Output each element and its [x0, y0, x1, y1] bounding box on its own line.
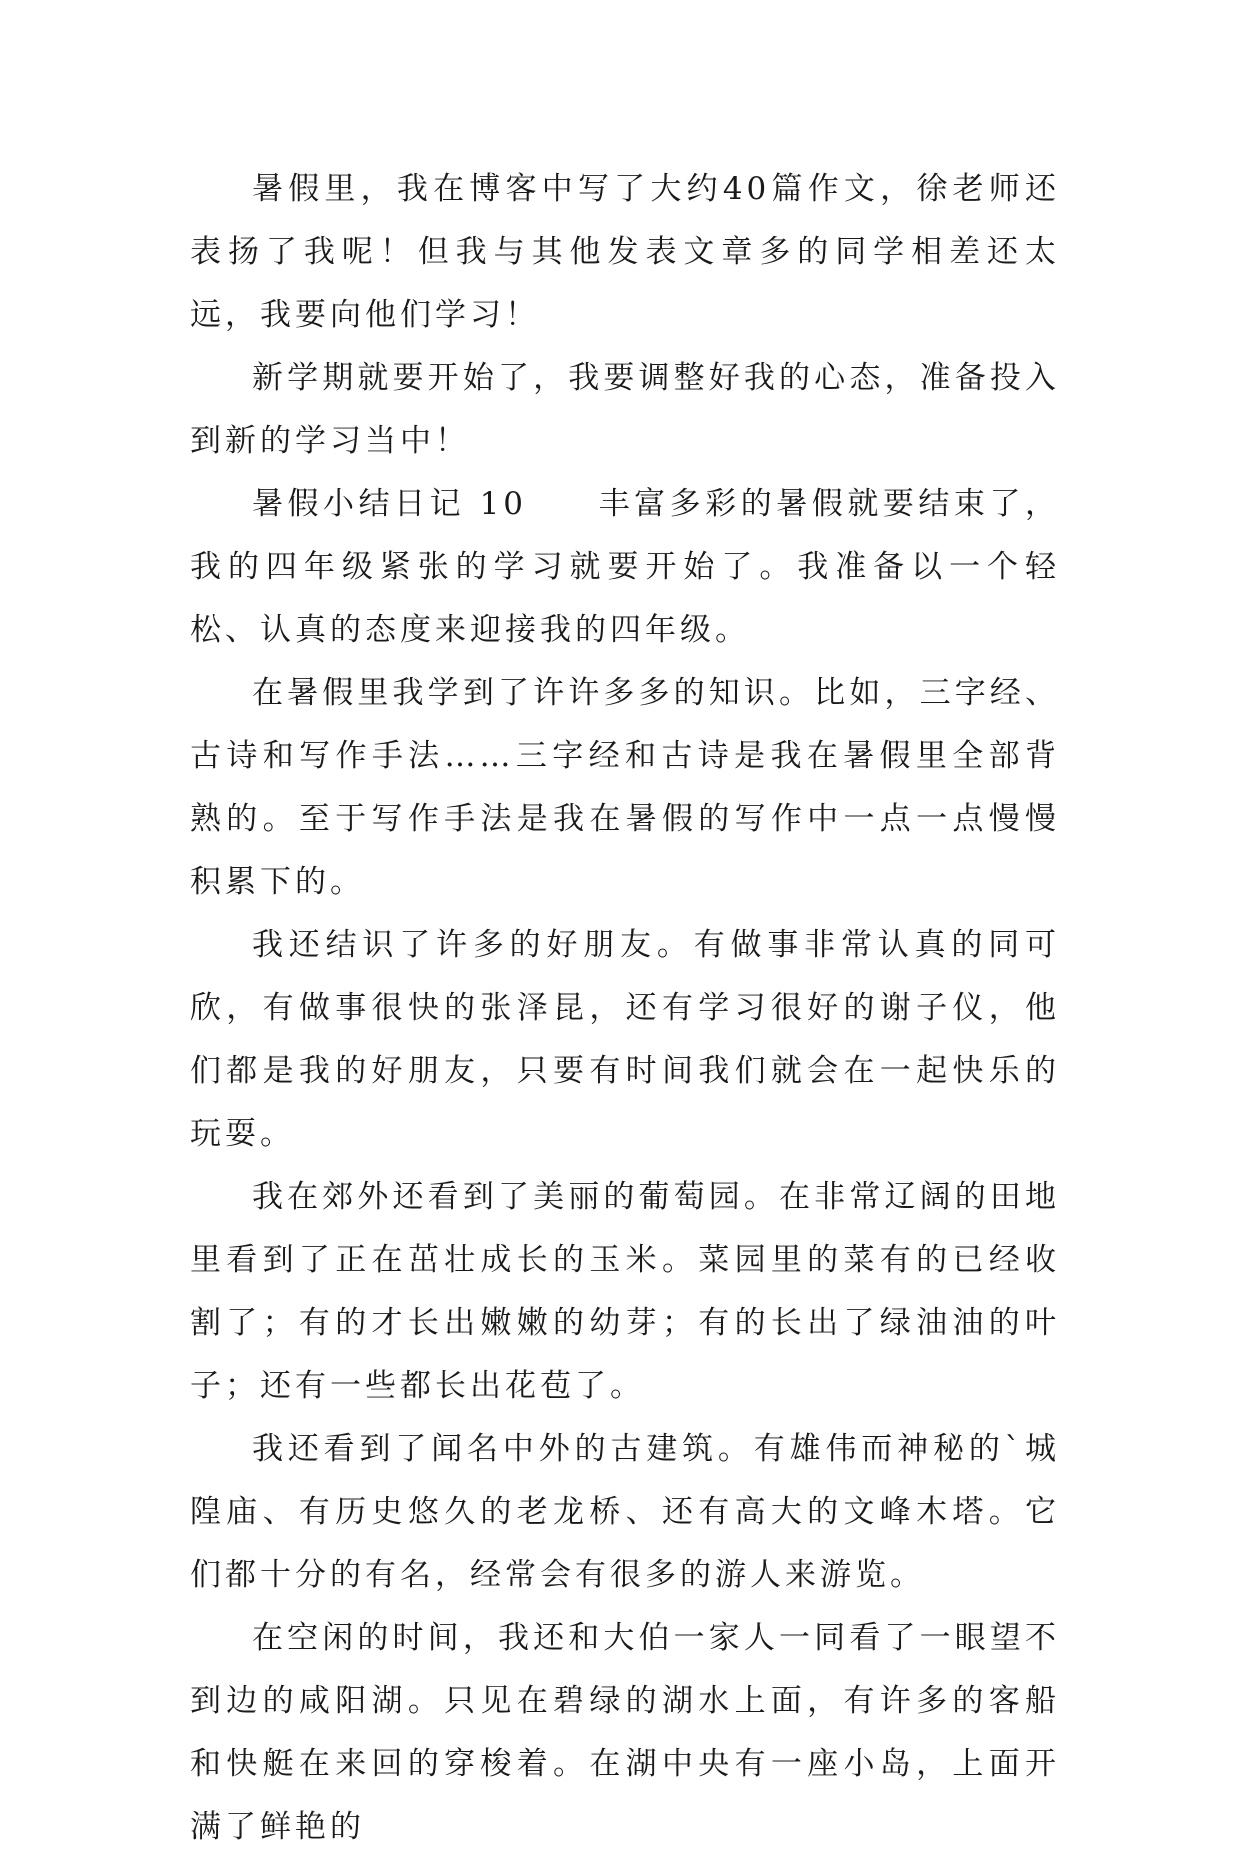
paragraph-friends: 我还结识了许多的好朋友。有做事非常认真的同可欣，有做事很快的张泽昆，还有学习很好的谢子仪，他们都是我的好朋友，只要有时间我们就会在一起快乐的玩耍。 [190, 927, 1060, 1152]
paragraph-new-semester: 新学期就要开始了，我要调整好我的心态，准备投入到新的学习当中！ [190, 360, 1060, 459]
paragraph-vineyard: 我在郊外还看到了美丽的葡萄园。在非常辽阔的田地里看到了正在茁壮成长的玉米。菜园里的菜有的已经收割了；有的才长出嫩嫩的幼芽；有的长出了绿油油的叶子；还有一些都长出花苞了。 [190, 1179, 1060, 1404]
body-text [190, 158, 1060, 1859]
paragraph-ancient-buildings: 我还看到了闻名中外的古建筑。有雄伟而神秘的`城隍庙、有历史悠久的老龙桥、还有高大的文峰木塔。它们都十分的有名，经常会有很多的游人来游览。 [190, 1431, 1060, 1593]
paragraph-knowledge: 在暑假里我学到了许许多多的知识。比如，三字经、古诗和写作手法……三字经和古诗是我在暑假里全部背熟的。至于写作手法是我在暑假的写作中一点一点慢慢积累下的。 [190, 675, 1060, 900]
paragraph-summary-diary-10: 暑假小结日记 10 丰富多彩的暑假就要结束了，我的四年级紧张的学习就要开始了。我准备以一个轻松、认真的态度来迎接我的四年级。 [190, 486, 1060, 648]
paragraph-blog-essays: 暑假里，我在博客中写了大约40篇作文，徐老师还表扬了我呢！但我与其他发表文章多的同学相差还太远，我要向他们学习！ [190, 171, 1060, 333]
paragraph-xianyang-lake: 在空闲的时间，我还和大伯一家人一同看了一眼望不到边的咸阳湖。只见在碧绿的湖水上面，有许多的客船和快艇在来回的穿梭着。在湖中央有一座小岛，上面开满了鲜艳的 [190, 1620, 1060, 1845]
